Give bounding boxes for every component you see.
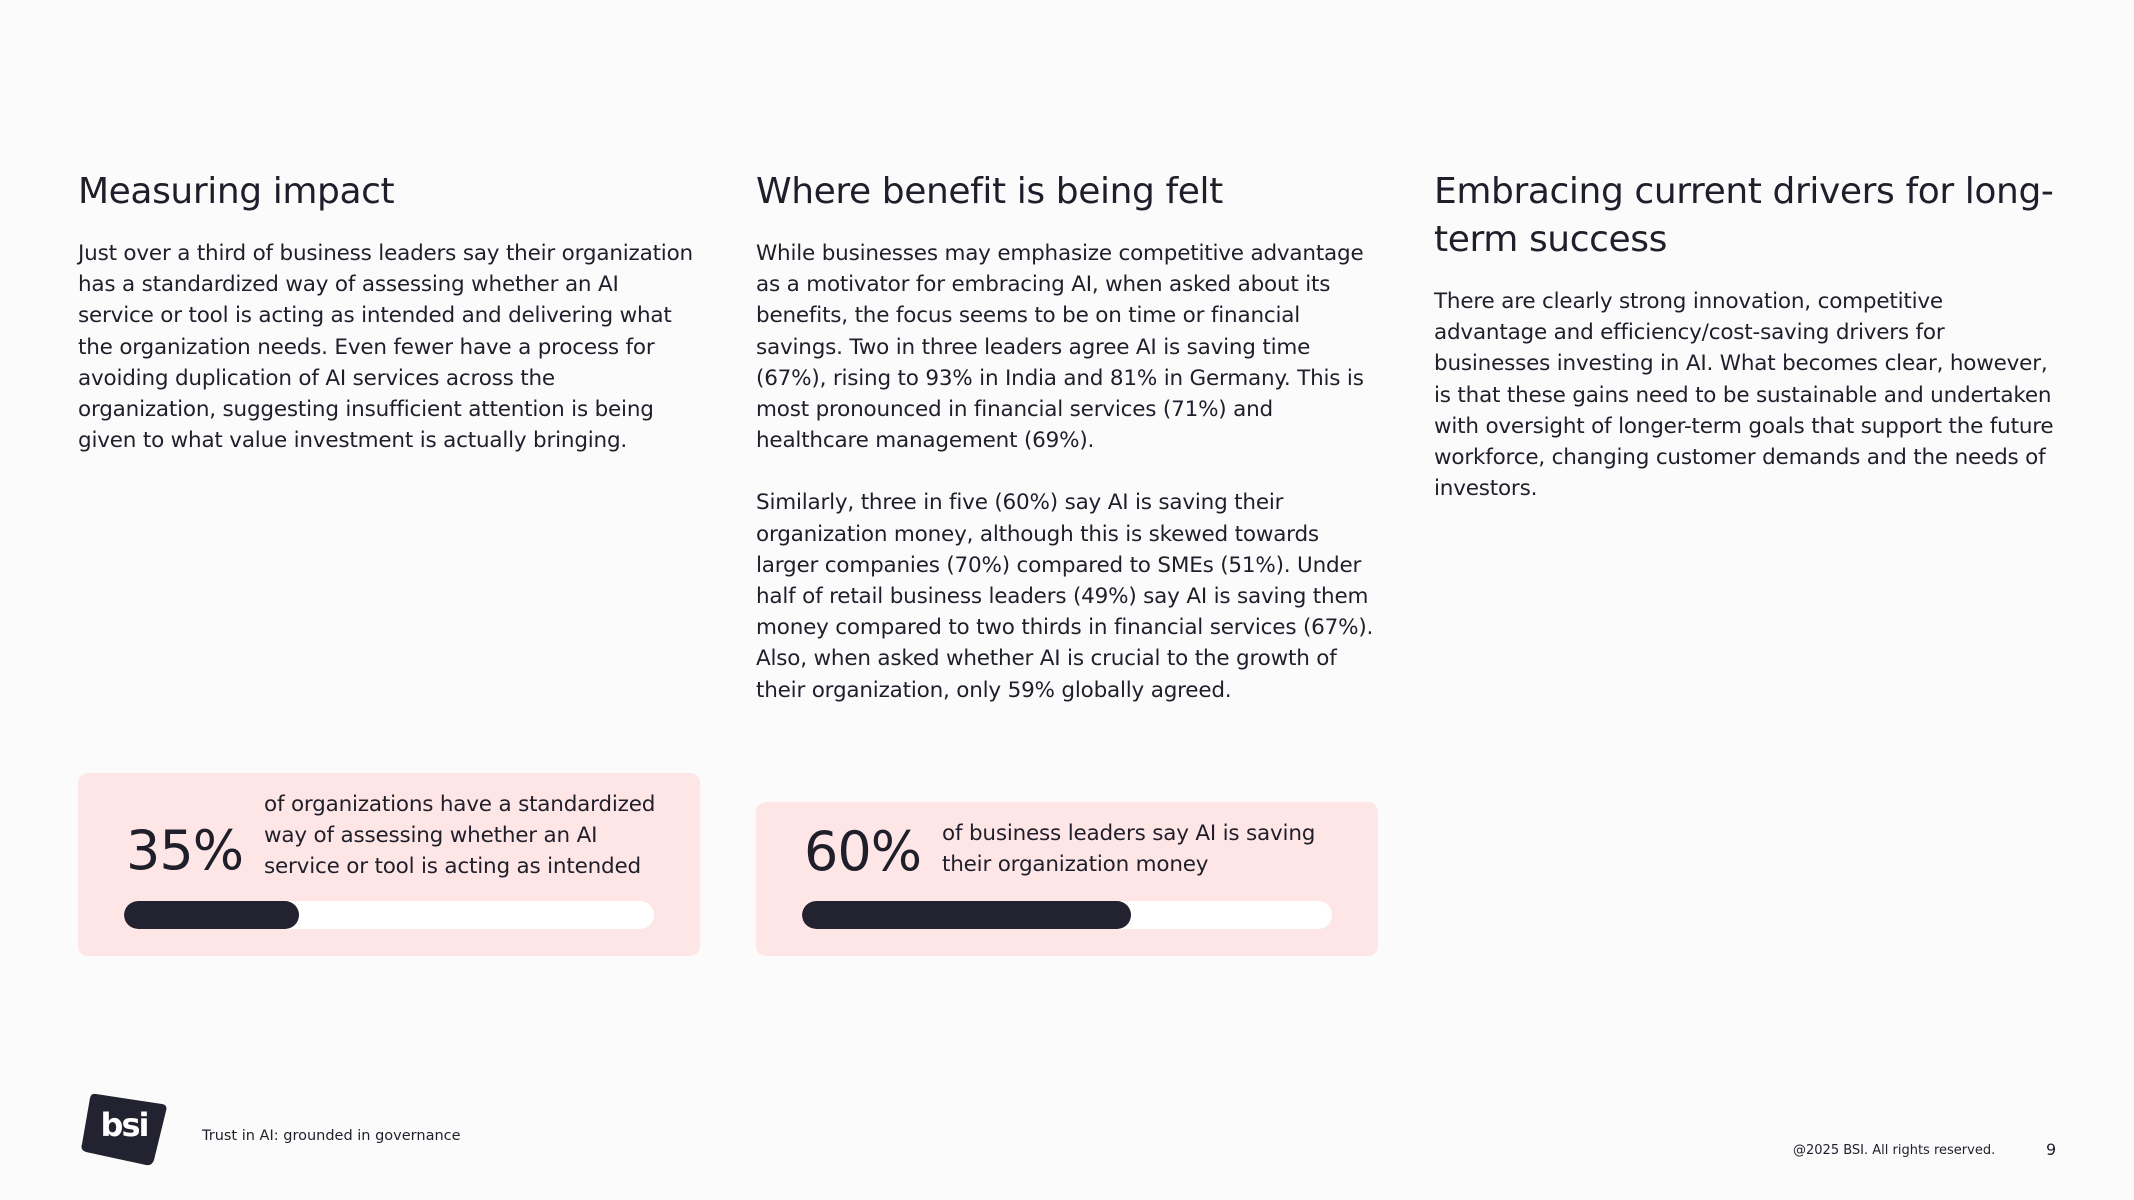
stat-description: of organizations have a standardized way of assessing whether an AI service or tool is acting as intended: [264, 792, 656, 879]
progress-bar-track: [124, 901, 654, 929]
section-paragraph: Just over a third of business leaders say their organization has a standardized way of assessing whether an AI service or tool is acting as intended and delivering what the organization needs. Even fewer have a process for avoiding duplication of AI services across the organization, suggesting insufficient attention is being given to what value investment is actually bringing.: [78, 241, 693, 454]
stat-card: [78, 773, 700, 956]
section-heading: Where benefit is being felt: [756, 171, 1223, 212]
section-heading: Embracing current drivers for long-term success: [1434, 171, 2054, 260]
column-measuring-impact: [78, 168, 698, 456]
column-embracing-drivers: [1434, 168, 2062, 504]
section-paragraph: Similarly, three in five (60%) say AI is saving their organization money, although this is skewed towards larger companies (70%) compared to SMEs (51%). Under half of retail business leaders (49%) say AI is saving them money compared to two thirds in financial services (67%). Also, when asked whether AI is crucial to the growth of their organization, only 59% globally agreed.: [756, 490, 1374, 703]
column-where-benefit: [756, 168, 1376, 706]
bsi-logo-icon: [78, 1088, 170, 1168]
progress-bar-track: [802, 901, 1332, 929]
section-paragraph: While businesses may emphasize competitive advantage as a motivator for embracing AI, when asked about its benefits, the focus seems to be on time or financial savings. Two in three leaders agree AI is saving time (67%), rising to 93% in India and 81% in Germany. This is most pronounced in financial services (71%) and healthcare management (69%).: [756, 241, 1364, 454]
page-number: 9: [2046, 1140, 2057, 1159]
stat-description: of business leaders say AI is saving their organization money: [942, 821, 1316, 877]
stat-value: 60%: [804, 820, 922, 883]
footer-copyright: @2025 BSI. All rights reserved.: [1793, 1143, 1996, 1158]
section-paragraph: There are clearly strong innovation, competitive advantage and efficiency/cost-saving drivers for businesses investing in AI. What becomes clear, however, is that these gains need to be sustainable and undertaken with oversight of longer-term goals that support the future workforce, changing customer demands and the needs of investors.: [1434, 289, 2054, 502]
progress-bar-fill: [802, 901, 1131, 929]
section-heading: Measuring impact: [78, 171, 395, 212]
logo-text: bsi: [100, 1106, 148, 1144]
progress-bar-fill: [124, 901, 299, 929]
footer-document-title: Trust in AI: grounded in governance: [202, 1128, 461, 1144]
stat-card: [756, 802, 1378, 956]
stat-value: 35%: [126, 819, 244, 882]
